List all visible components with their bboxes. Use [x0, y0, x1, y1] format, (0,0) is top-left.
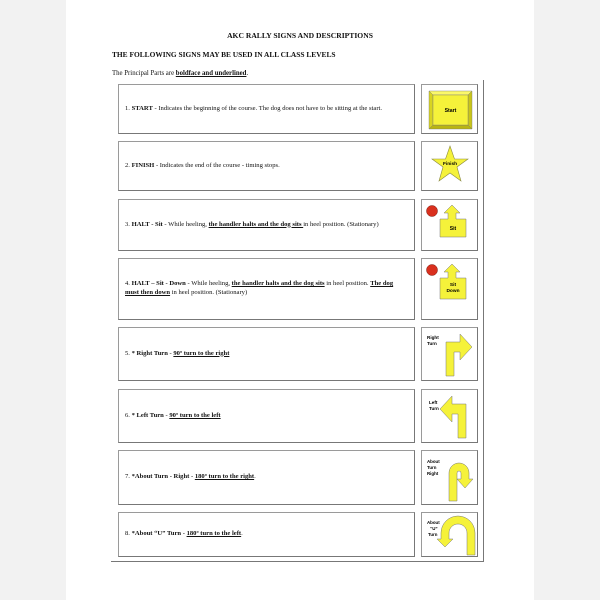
sign-name: *About “U” Turn — [131, 530, 182, 538]
sign-image-finish — [421, 141, 478, 191]
sign-description-start — [118, 84, 415, 134]
turn-sign-label: Turn — [427, 465, 437, 470]
sign-image-halt-sit-down — [421, 258, 478, 320]
document-subtitle: THE FOLLOWING SIGNS MAY BE USED IN ALL CLASS LEVELS — [112, 50, 336, 59]
sign-text: - — [167, 349, 174, 357]
about-sign-label: About — [427, 459, 440, 464]
sign-text: in heel position. (Stationary) — [170, 289, 248, 296]
sign-principal-part: the handler halts and the dog sits — [231, 280, 325, 288]
sign-name: *About Turn - Right — [131, 473, 190, 481]
sign-image-about-turn-right — [421, 450, 478, 505]
start-sign-icon — [422, 85, 478, 134]
sign-description-halt-sit — [118, 199, 415, 251]
sit-sign-label: Sit — [449, 226, 457, 232]
finish-star-icon — [422, 142, 478, 191]
sign-name: FINISH — [131, 161, 155, 169]
sign-description-left-turn — [118, 389, 415, 443]
sign-principal-part: 90º turn to the right — [173, 349, 230, 357]
turn-sign-label: Turn — [429, 406, 439, 411]
sign-description-finish — [118, 141, 415, 191]
about-turn-right-arrow-icon — [422, 451, 478, 505]
sign-principal-part: 180º turn to the right — [194, 473, 255, 481]
sign-number: 8. — [125, 530, 132, 538]
left-turn-arrow-icon — [422, 390, 478, 443]
sign-principal-part: The dog must then down — [125, 280, 394, 296]
sign-text: - — [181, 530, 187, 538]
principal-parts-note — [112, 70, 248, 77]
principal-suffix: . — [246, 70, 249, 77]
sign-text: - Indicates the beginning of the course. The dog does not have to be sitting at the start. — [152, 104, 382, 112]
sign-description-halt-sit-down — [118, 258, 415, 320]
sign-number: 4. — [125, 280, 132, 288]
sign-text: - Indicates the end of the course - timing stops. — [154, 161, 280, 169]
sign-number: 3. — [125, 220, 132, 228]
halt-sit-sign-icon — [422, 200, 478, 251]
sign-image-right-turn — [421, 327, 478, 381]
sign-name: HALT - Sit — [131, 220, 163, 228]
sign-number: 5. — [125, 349, 132, 357]
sign-text: - While heeling, — [185, 280, 232, 288]
sign-number: 1. — [125, 104, 132, 112]
turn-sign-label: Turn — [428, 532, 438, 537]
sign-text: - While heeling, — [162, 220, 209, 228]
sign-description-about-u-turn — [118, 512, 415, 557]
sign-text: in heel position. (Stationary) — [303, 220, 379, 228]
sign-name: * Right Turn — [131, 349, 168, 357]
sign-description-about-turn-right — [118, 450, 415, 505]
turn-sign-label: Turn — [427, 341, 437, 346]
sign-principal-part: 90º turn to the left — [169, 411, 221, 419]
principal-emphasis: boldface and underlined — [175, 70, 247, 77]
u-sign-label: “U” — [430, 526, 438, 531]
halt-sit-down-sign-icon — [422, 259, 478, 320]
sign-name: * Left Turn — [131, 411, 164, 419]
down-sign-label: Down — [446, 289, 460, 294]
start-sign-label: Start — [444, 108, 457, 114]
sign-image-start — [421, 84, 478, 134]
sign-image-about-u-turn — [421, 512, 478, 557]
sign-number: 2. — [125, 161, 132, 169]
right-turn-arrow-icon — [422, 328, 478, 381]
sign-name: START — [131, 104, 153, 112]
sign-image-halt-sit — [421, 199, 478, 251]
sign-image-left-turn — [421, 389, 478, 443]
sign-text: in heel position. — [324, 280, 371, 288]
right-sign-label: Right — [427, 335, 439, 340]
sign-number: 7. — [125, 473, 132, 481]
finish-sign-label: Finish — [442, 162, 458, 167]
sign-text: - — [189, 473, 195, 481]
about-u-turn-arrow-icon — [422, 513, 478, 557]
principal-prefix: The Principal Parts are — [112, 70, 176, 77]
right-sign-label: Right — [427, 471, 439, 476]
sign-description-right-turn — [118, 327, 415, 381]
left-sign-label: Left — [429, 400, 438, 405]
sign-name: HALT – Sit - Down — [131, 280, 186, 288]
sign-text: - — [163, 411, 170, 419]
sign-principal-part: the handler halts and the dog sits — [208, 220, 304, 228]
sign-text: . — [254, 473, 256, 481]
about-sign-label: About — [427, 520, 440, 525]
sign-principal-part: 180º turn to the left — [186, 530, 242, 538]
sign-number: 6. — [125, 411, 132, 419]
sit-sign-label: Sit — [449, 283, 457, 288]
document-title: AKC RALLY SIGNS AND DESCRIPTIONS — [227, 31, 373, 40]
sign-text: . — [241, 530, 243, 538]
